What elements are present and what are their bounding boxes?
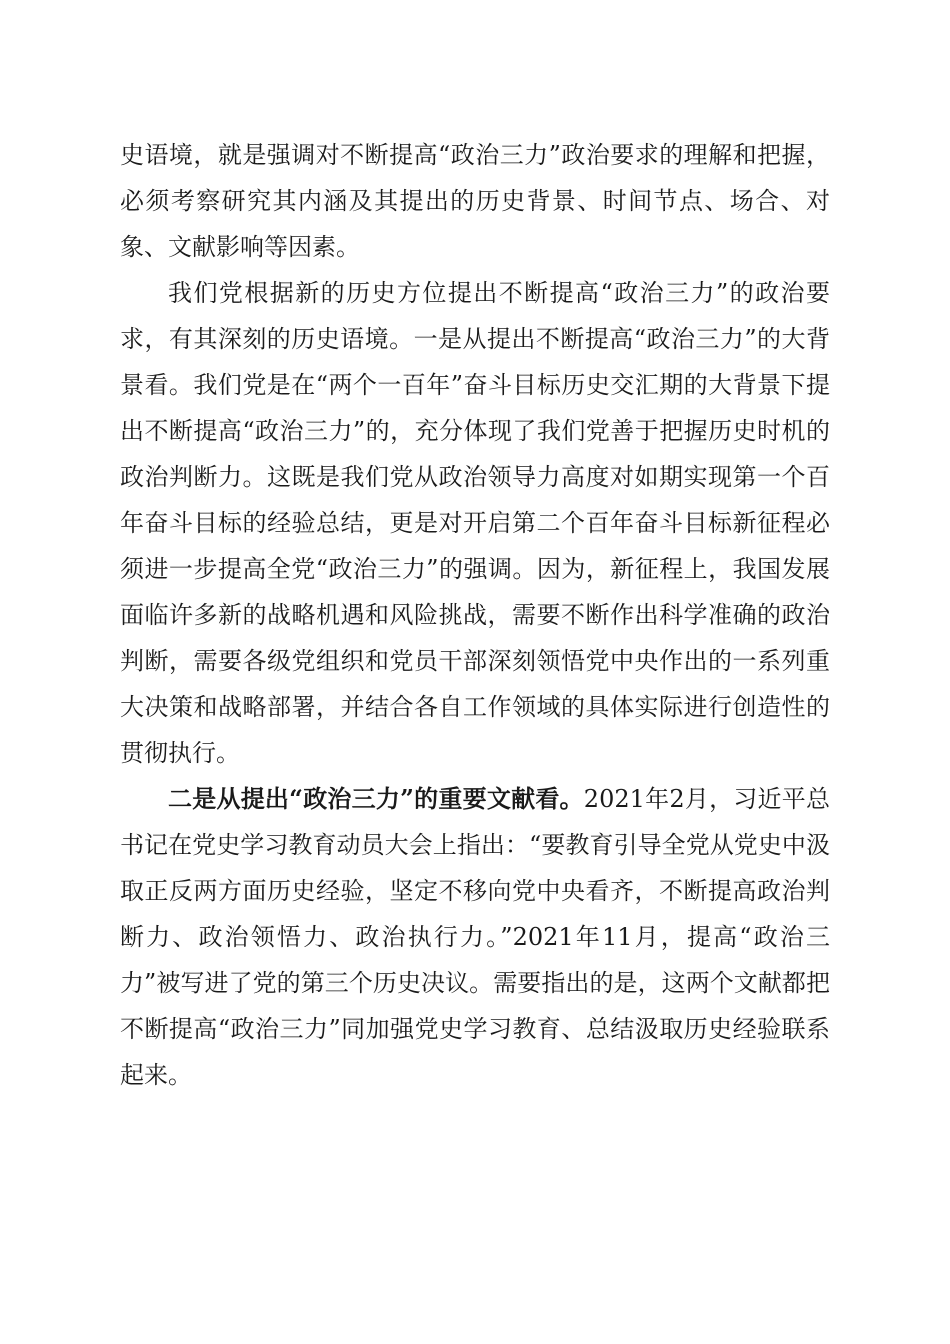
paragraph-text: 2021年2月，习近平总书记在党史学习教育动员大会上指出：“要教育引导全党从党史中汲取正反两方面历史经验，坚定不移向党中央看齐，不断提高政治判断力、政治领悟力、政治执行力。”2021年11月，提高“政治三力”被写进了党的第三个历史决议。需要指出的是，这两个文献都把不断提高“政治三力”同加强党史学习教育、总结汲取历史经验联系起来。 bbox=[120, 785, 830, 1089]
paragraph-historical-context bbox=[120, 270, 830, 776]
document-body bbox=[120, 132, 830, 1098]
paragraph-continuation bbox=[120, 132, 830, 270]
paragraph-important-documents bbox=[120, 776, 830, 1098]
paragraph-text: 我们党根据新的历史方位提出不断提高“政治三力”的政治要求，有其深刻的历史语境。一是从提出不断提高“政治三力”的大背景看。我们党是在“两个一百年”奋斗目标历史交汇期的大背景下提出不断提高“政治三力”的，充分体现了我们党善于把握历史时机的政治判断力。这既是我们党从政治领导力高度对如期实现第一个百年奋斗目标的经验总结，更是对开启第二个百年奋斗目标新征程必须进一步提高全党“政治三力”的强调。因为，新征程上，我国发展面临许多新的战略机遇和风险挑战，需要不断作出科学准确的政治判断，需要各级党组织和党员干部深刻领悟党中央作出的一系列重大决策和战略部署，并结合各自工作领域的具体实际进行创造性的贯彻执行。 bbox=[120, 279, 830, 767]
paragraph-lead-heading: 二是从提出“政治三力”的重要文献看。 bbox=[168, 784, 584, 813]
paragraph-text: 史语境，就是强调对不断提高“政治三力”政治要求的理解和把握，必须考察研究其内涵及其提出的历史背景、时间节点、场合、对象、文献影响等因素。 bbox=[120, 141, 830, 261]
